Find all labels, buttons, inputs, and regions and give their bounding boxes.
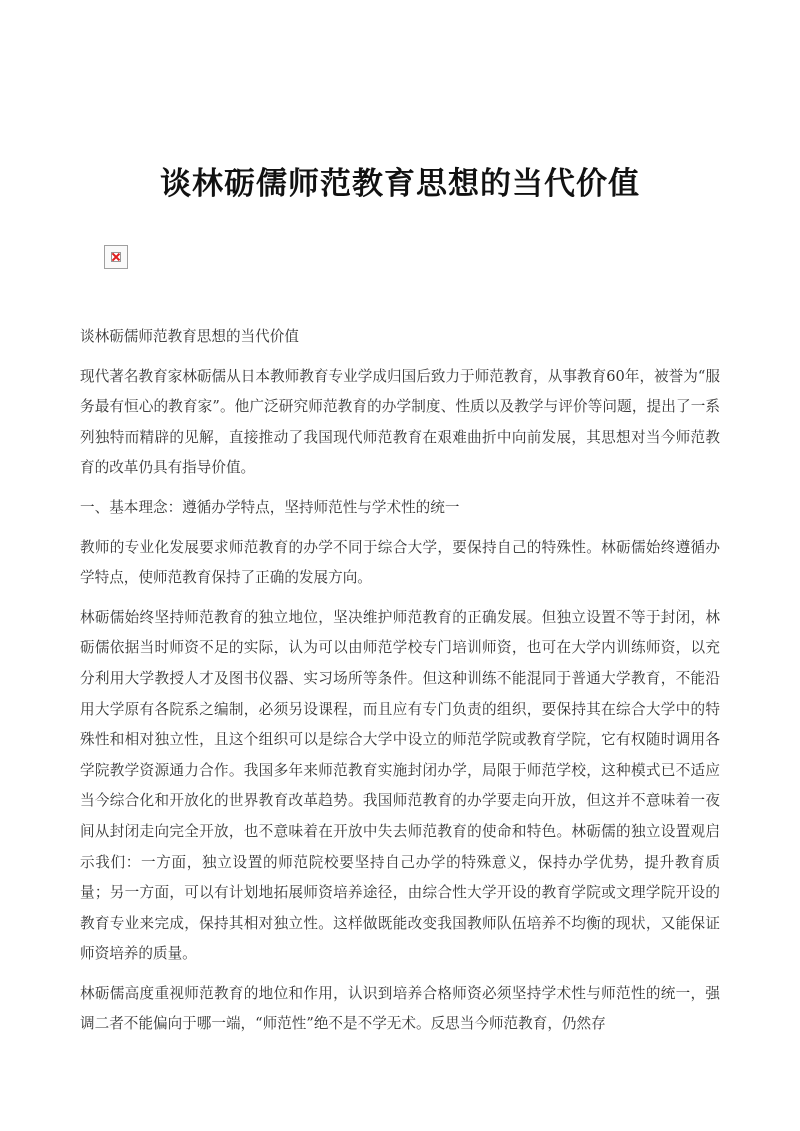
paragraph-intro: 现代著名教育家林砺儒从日本教师教育专业学成归国后致力于师范教育，从事教育60年，被誉为“服务最有恒心的教育家”。他广泛研究师范教育的办学制度、性质以及教学与评价等问题，提出了一系列独特而精辟的见解，直接推动了我国现代师范教育在艰难曲折中向前发展，其思想对当今师范教育的改革仍具有指导价值。 (80, 367, 720, 477)
paragraph: 林砺儒始终坚持师范教育的独立地位，坚决维护师范教育的正确发展。但独立设置不等于封闭，林砺儒依据当时师资不足的实际，认为可以由师范学校专门培训师资，也可在大学内训练师资，以充分利用大学教授人才及图书仪器、实习场所等条件。但这种训练不能混同于普通大学教育，不能沿用大学原有各院系之编制，必须另设课程，而且应有专门负责的组织，要保持其在综合大学中的特殊性和相对独立性，且这个组织可以是综合大学中设立的师范学院或教育学院，它有权随时调用各学院教学资源通力合作。我国多年来师范教育实施封闭办学，局限于师范学校，这种模式已不适应当今综合化和开放化的世界教育改革趋势。我国师范教育的办学要走向开放，但这并不意味着一夜间从封闭走向完全开放，也不意味着在开放中失去师范教育的使命和特色。林砺儒的独立设置观启示我们：一方面，独立设置的师范院校要坚持自己办学的特殊意义，保持办学优势，提升教育质量；另一方面，可以有计划地拓展师资培养途径，由综合性大学开设的教育学院或文理学院开设的教育专业来完成，保持其相对独立性。这样做既能改变我国教师队伍培养不均衡的现状，又能保证师资培养的质量。 (80, 608, 720, 963)
paragraph: 教师的专业化发展要求师范教育的办学不同于综合大学，要保持自己的特殊性。林砺儒始终遵循办学特点，使师范教育保持了正确的发展方向。 (80, 538, 720, 587)
document-subtitle: 谈林砺儒师范教育思想的当代价值 (80, 328, 299, 345)
paragraph: 林砺儒高度重视师范教育的地位和作用，认识到培养合格师资必须坚持学术性与师范性的统一，强调二者不能偏向于哪一端，“师范性”绝不是不学无术。反思当今师范教育，仍然存 (80, 984, 720, 1033)
document-body (80, 322, 720, 1049)
section-heading: 一、基本理念：遵循办学特点，坚持师范性与学术性的统一 (80, 498, 460, 516)
broken-image-icon (104, 245, 128, 269)
broken-image-x-icon (111, 252, 121, 262)
document-title: 谈林砺儒师范教育思想的当代价值 (160, 166, 640, 202)
